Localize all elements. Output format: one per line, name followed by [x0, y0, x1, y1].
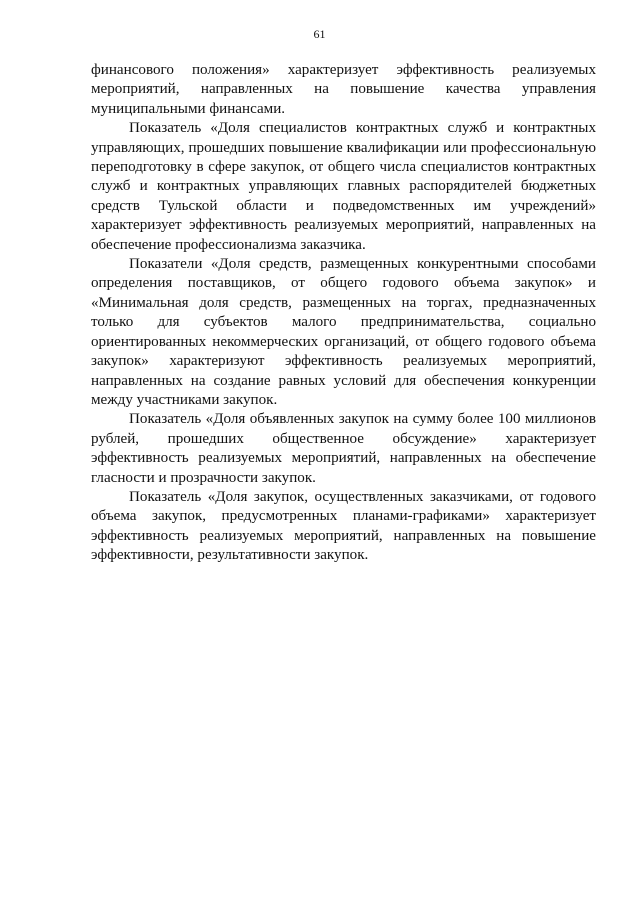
paragraph-continuation: финансового положения» характеризует эффективность реализуемых мероприятий, направленных на повышение качества управления муниципальными финансами.	[91, 62, 596, 117]
body-text	[91, 61, 596, 566]
paragraph-contract-specialists: Показатель «Доля специалистов контрактных служб и контрактных управляющих, прошедших повышение квалификации или профессиональную переподготовку в сфере закупок, от общего числа специалистов контрактных служб и контрактных управляющих главных распорядителей бюджетных средств Тульской области и подведомственных им учреждений» характеризует эффективность реализуемых мероприятий, направленных на обеспечение профессионализма заказчика.	[91, 120, 596, 253]
paragraph-public-discussion: Показатель «Доля объявленных закупок на сумму более 100 миллионов рублей, прошедших общественное обсуждение» характеризует эффективность реализуемых мероприятий, направленных на обеспечение гласности и прозрачности закупок.	[91, 411, 596, 486]
paragraph-competitive-procurement: Показатели «Доля средств, размещенных конкурентными способами определения поставщиков, от общего годового объема закупок» и «Минимальная доля средств, размещенных на торгах, предназначенных только для субъектов малого предпринимательства, социально ориентированных некоммерческих организаций, от общего годового объема закупок» характеризуют эффективность реализуемых мероприятий, направленных на создание равных условий для обеспечения конкуренции между участниками закупок.	[91, 256, 596, 408]
paragraph-planned-procurement: Показатель «Доля закупок, осуществленных заказчиками, от годового объема закупок, предусмотренных планами-графиками» характеризует эффективность реализуемых мероприятий, направленных на повышение эффективности, результативности закупок.	[91, 488, 596, 564]
page-number: 61	[313, 27, 326, 41]
